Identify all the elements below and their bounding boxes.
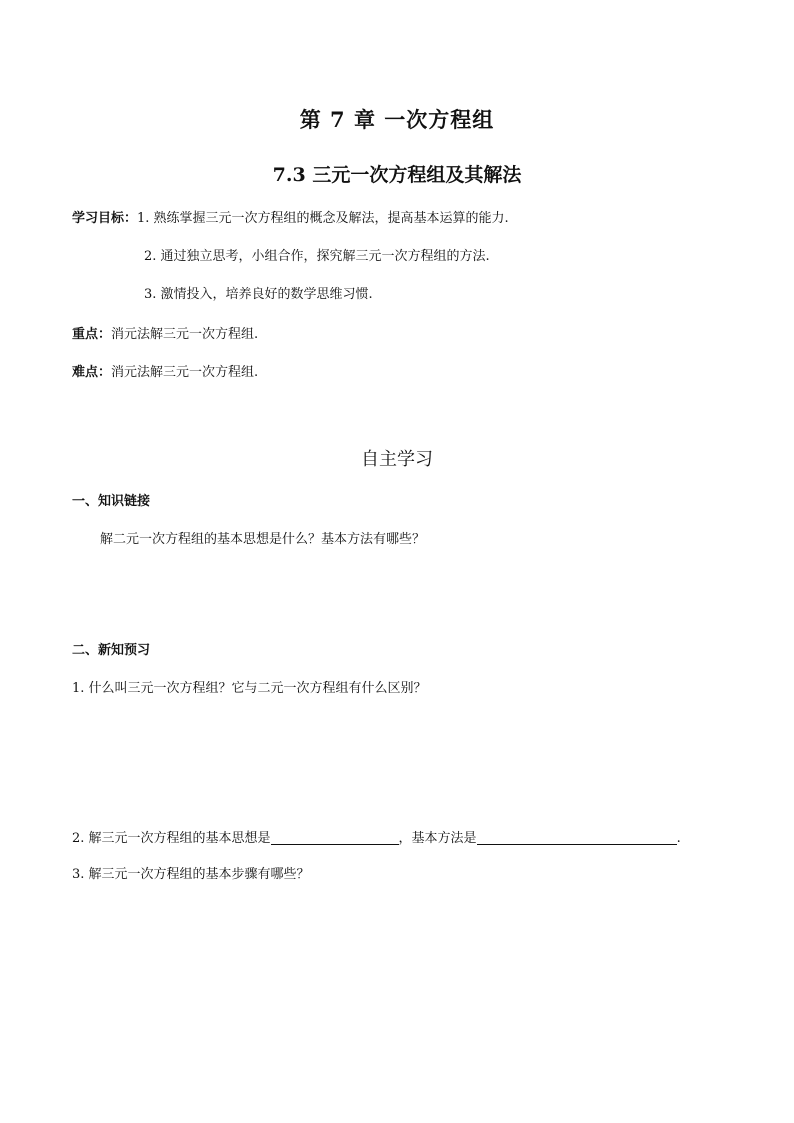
chapter-title: 第 7 章 一次方程组 [299,107,495,132]
objective-item-3: 3. 激情投入，培养良好的数学思维习惯. [144,287,373,302]
part2-question-3: 3. 解三元一次方程组的基本步骤有哪些？ [72,867,310,882]
key-point [72,326,258,344]
self-study-heading: 自主学习 [361,449,433,470]
q2-middle: ，基本方法是 [398,831,477,846]
part1-question: 解二元一次方程组的基本思想是什么？基本方法有哪些？ [100,532,426,547]
part2-question-1: 1. 什么叫三元一次方程组？它与二元一次方程组有什么区别？ [72,681,427,696]
answer-blank-basic-idea[interactable] [271,830,399,845]
q2-suffix: . [676,831,681,846]
key-point-label: 重点： [72,327,112,342]
objective-item-1: 1. 熟练掌握三元一次方程组的概念及解法，提高基本运算的能力. [137,211,509,226]
difficult-point-text: 消元法解三元一次方程组. [111,365,259,380]
key-point-text: 消元法解三元一次方程组. [111,327,259,342]
objective-line-1 [72,210,509,228]
difficult-point-label: 难点： [72,365,112,380]
difficult-point [72,364,258,382]
section-title: 7.3 三元一次方程组及其解法 [272,164,522,186]
objective-item-2: 2. 通过独立思考，小组合作，探究解三元一次方程组的方法. [144,249,490,264]
part2-question-2 [72,830,681,848]
q2-prefix: 2. 解三元一次方程组的基本思想是 [72,831,271,846]
part1-heading: 一、知识链接 [72,494,151,509]
objectives-label: 学习目标： [72,211,138,226]
answer-blank-basic-method[interactable] [477,830,677,845]
part2-heading: 二、新知预习 [72,643,151,658]
